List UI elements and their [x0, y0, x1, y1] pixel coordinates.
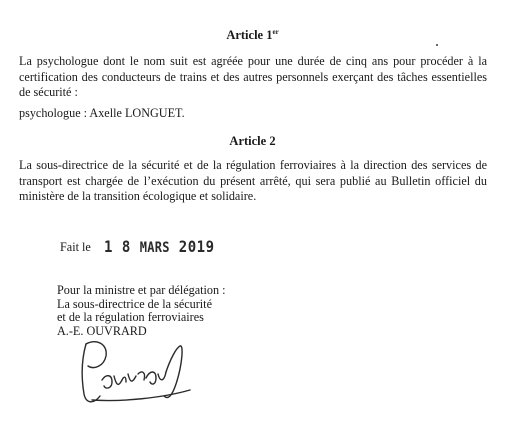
article-1-title-sup: er	[272, 28, 279, 36]
date-day: 1 8	[104, 238, 131, 257]
scan-speck	[436, 44, 438, 46]
date-month: MARS	[139, 239, 170, 256]
signatory-line-3: et de la régulation ferroviaires	[57, 310, 204, 325]
signatory-line-2: La sous-directrice de la sécurité	[57, 296, 212, 311]
date-stamp	[104, 238, 215, 256]
article-1-title: Article 1	[226, 28, 273, 42]
signatory-block	[57, 284, 226, 338]
signatory-line-1: Pour la ministre et par délégation :	[57, 283, 226, 297]
article-2-paragraph: La sous-directrice de la sécurité et de la régulation ferroviaires à la direction des services de transport est chargée de l’exécution du présent arrêté, qui sera publié au Bulletin officiel du ministère de la transition écologique et solidaire.	[19, 158, 487, 204]
signatory-line-4: A.-E. OUVRARD	[57, 323, 147, 338]
article-2-heading: Article 2	[229, 134, 276, 148]
article-1-paragraph: La psychologue dont le nom suit est agréée pour une durée de cinq ans pour procéder à la certification des conducteurs de trains et des autres personnels exerçant des tâches essentielles de sécurité :	[19, 54, 487, 100]
psychologist-name-line: psychologue : Axelle LONGUET.	[19, 106, 185, 120]
handwritten-signature	[72, 336, 202, 408]
date-label: Fait le	[60, 240, 91, 254]
date-year: 2019	[178, 238, 215, 257]
article-1-heading	[0, 28, 505, 43]
